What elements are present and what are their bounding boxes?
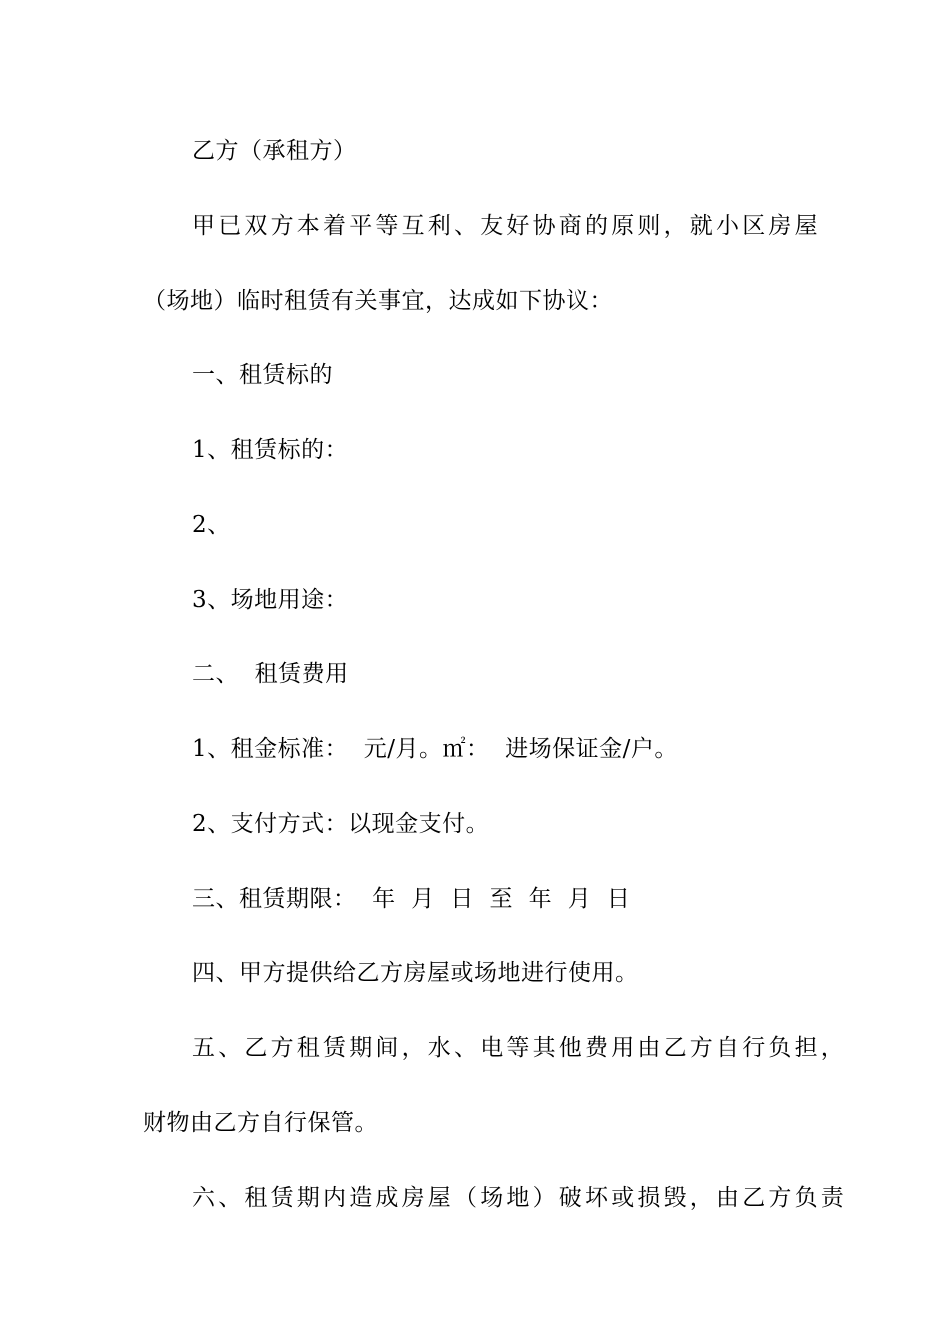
section-4: 四、甲方提供给乙方房屋或场地进行使用。 [192,960,639,986]
section-5-line-2: 财物由乙方自行保管。 [143,1110,378,1136]
section-5-line-1: 五、乙方租赁期间，水、电等其他费用由乙方自行负担， [192,1035,847,1061]
party-b-heading: 乙方（承租方） [192,138,357,164]
clause-2-2: 2、支付方式：以现金支付。 [192,811,490,837]
clause-1-2: 2、 [192,512,231,538]
section-3-term: 三、租赁期限： 年 月 日 至 年 月 日 [192,886,631,912]
clause-1-1: 1、租赁标的： [192,437,349,463]
intro-paragraph-line-1: 甲已双方本着平等互利、友好协商的原则，就小区房屋 [192,213,821,239]
intro-paragraph-line-2: （场地）临时租赁有关事宜，达成如下协议： [143,288,613,314]
section-2-heading: 二、 租赁费用 [192,661,349,687]
section-6-line-1: 六、租赁期内造成房屋（场地）破坏或损毁，由乙方负责 [192,1185,847,1211]
section-1-heading: 一、租赁标的 [192,362,333,388]
clause-1-3: 3、场地用途： [192,587,349,613]
clause-2-1: 1、租金标准： 元/月。㎡： 进场保证金/户。 [192,736,678,762]
